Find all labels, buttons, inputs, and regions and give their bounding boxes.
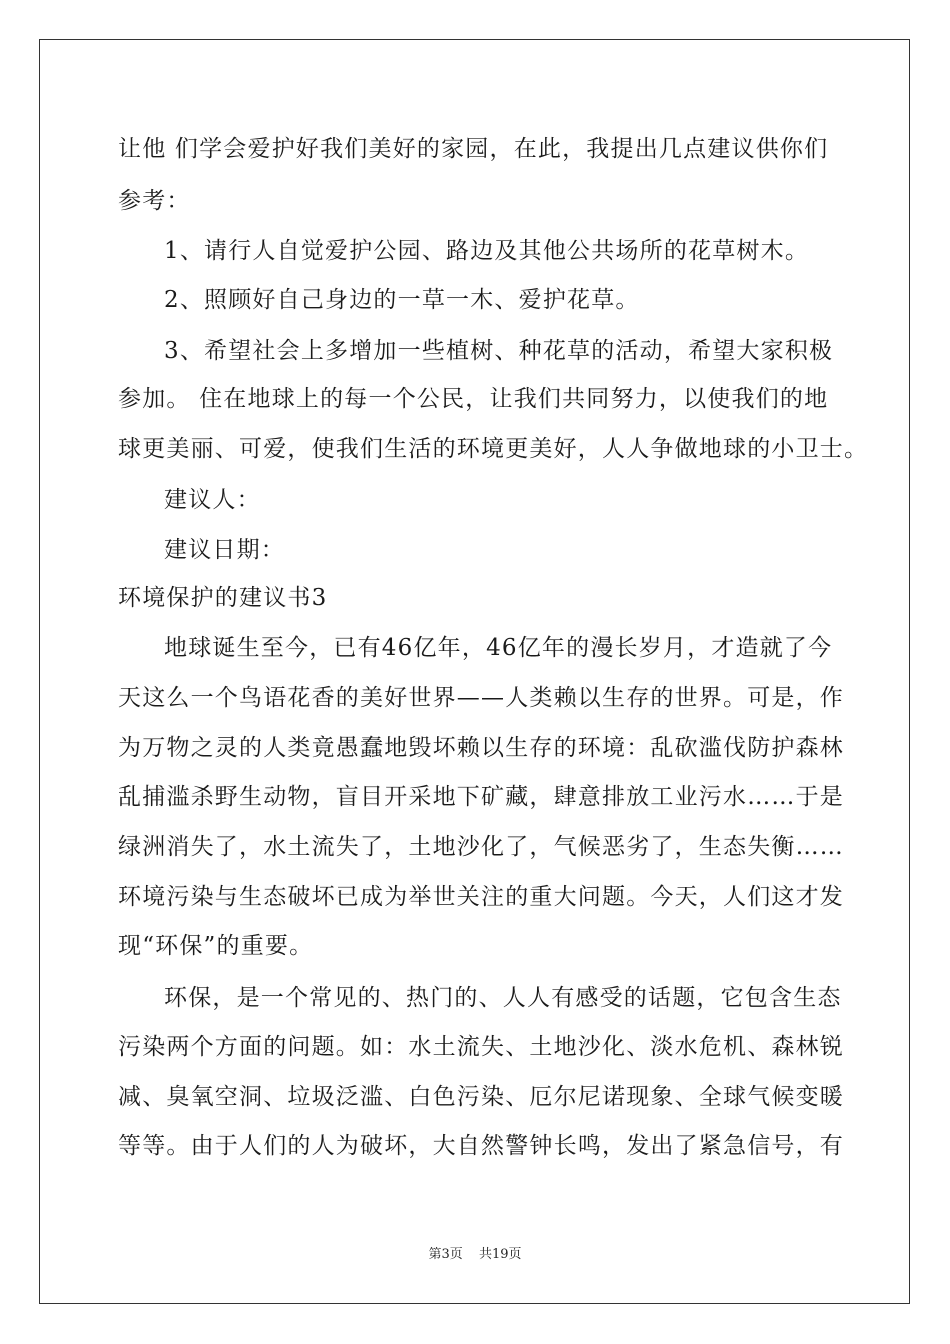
page-border bbox=[39, 39, 910, 1304]
page-total: 共19页 bbox=[478, 1247, 522, 1262]
text-line: 环境污染与生态破坏已成为举世关注的重大问题。今天，人们这才发 bbox=[118, 884, 844, 910]
list-item: 3、希望社会上多增加一些植树、种花草的活动，希望大家积极 bbox=[164, 338, 834, 364]
text-line: 减、臭氧空洞、垃圾泛滥、白色污染、厄尔尼诺现象、全球气候变暖 bbox=[118, 1084, 844, 1110]
section-heading: 环境保护的建议书3 bbox=[118, 585, 328, 611]
date-label: 建议日期： bbox=[164, 537, 285, 563]
text-line: 现“环保”的重要。 bbox=[118, 933, 314, 959]
text-line: 乱捕滥杀野生动物，盲目开采地下矿藏，肆意排放工业污水……于是 bbox=[118, 784, 844, 810]
text-line: 绿洲消失了，水土流失了，土地沙化了，气候恶劣了，生态失衡…… bbox=[118, 834, 844, 860]
text-line: 让他 们学会爱护好我们美好的家园，在此，我提出几点建议供你们 bbox=[118, 136, 829, 162]
list-item: 2、照顾好自己身边的一草一木、爱护花草。 bbox=[164, 287, 640, 313]
text-line: 球更美丽、可爱，使我们生活的环境更美好，人人争做地球的小卫士。 bbox=[118, 436, 869, 462]
text-line: 天这么一个鸟语花香的美好世界——人类赖以生存的世界。可是，作 bbox=[118, 685, 844, 711]
list-item: 1、请行人自觉爱护公园、路边及其他公共场所的花草树木。 bbox=[164, 238, 810, 264]
text-line: 等等。由于人们的人为破坏，大自然警钟长鸣，发出了紧急信号，有 bbox=[118, 1133, 844, 1159]
page-number: 第3页 bbox=[428, 1247, 463, 1262]
text-line: 污染两个方面的问题。如：水土流失、土地沙化、淡水危机、森林锐 bbox=[118, 1034, 844, 1060]
page-footer bbox=[0, 1246, 950, 1264]
text-line: 环保，是一个常见的、热门的、人人有感受的话题，它包含生态 bbox=[164, 985, 842, 1011]
signer-label: 建议人： bbox=[164, 487, 261, 513]
text-line: 为万物之灵的人类竟愚蠢地毁坏赖以生存的环境：乱砍滥伐防护森林 bbox=[118, 735, 844, 761]
text-line: 地球诞生至今，已有46亿年，46亿年的漫长岁月，才造就了今 bbox=[164, 635, 833, 661]
text-line: 参加。 住在地球上的每一个公民，让我们共同努力，以使我们的地 bbox=[118, 386, 829, 412]
text-line: 参考： bbox=[118, 188, 191, 214]
